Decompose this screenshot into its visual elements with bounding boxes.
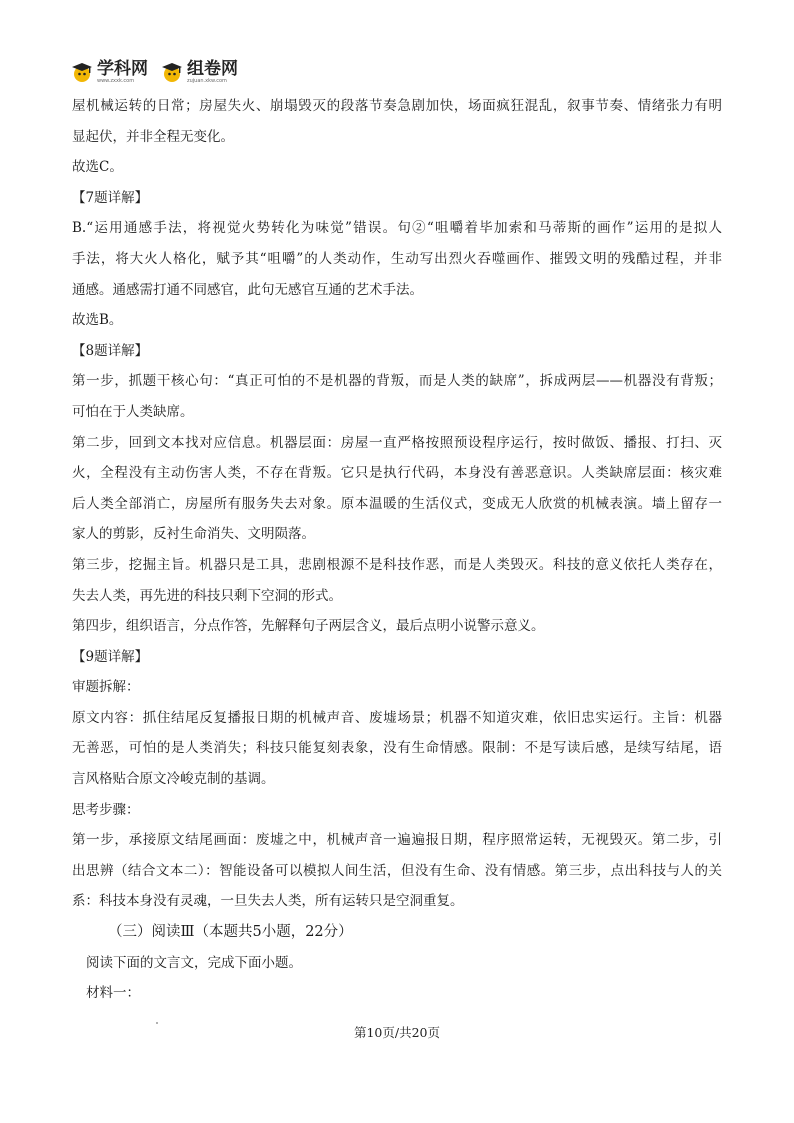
paragraph-line: 火，全程没有主动伤害人类，不存在背叛。它只是执行代码，本身没有善恶意识。人类缺席层面：核灾难	[72, 465, 722, 482]
header	[70, 58, 238, 86]
page-number: 第10页/共20页	[353, 1025, 441, 1040]
paragraph-line: 手法，将大火人格化，赋予其“咀嚼”的人类动作，生动写出烈火吞噬画作、摧毁文明的残酷过程，并非	[72, 250, 722, 267]
document-body	[72, 91, 722, 1009]
section-title: （三）阅读Ⅲ（本题共5小题，22分）	[108, 924, 353, 941]
paragraph-line: 出思辨（结合文本二）：智能设备可以模拟人间生活，但没有生命、没有情感。第三步，点出科技与人的关	[72, 862, 722, 879]
graduation-cap-icon	[70, 60, 94, 84]
paragraph-line: 屋机械运转的日常；房屋失火、崩塌毁灭的段落节奏急剧加快，场面疯狂混乱，叙事节奏、情绪张力有明	[72, 98, 722, 114]
answer-line: 故选C。	[72, 159, 123, 176]
paragraph-line: 系：科技本身没有灵魂，一旦失去人类，所有运转只是空洞重复。	[72, 893, 464, 910]
logo-name: 组卷网	[187, 58, 238, 79]
paragraph-line: 第二步，回到文本找对应信息。机器层面：房屋一直严格按照预设程序运行，按时做饭、播报、打扫、灭	[72, 434, 722, 451]
paragraph-line: 第一步，承接原文结尾画面：废墟之中，机械声音一遍遍报日期，程序照常运转，无视毁灭。第二步，引	[72, 832, 722, 849]
paragraph-line: 无善恶，可怕的是人类消失；科技只能复刻表象，没有生命情感。限制：不是写读后感，是续写结尾，语	[72, 740, 722, 757]
logo-name: 学科网	[97, 58, 148, 79]
paragraph-line: 可怕在于人类缺席。	[72, 403, 194, 420]
paragraph-line: 第三步，挖掘主旨。机器只是工具，悲剧根源不是科技作恶，而是人类毁灭。科技的意义依托人类存在，	[72, 556, 722, 573]
paragraph-line: 言风格贴合原文冷峻克制的基调。	[72, 771, 275, 788]
instruction-line: 阅读下面的文言文，完成下面小题。	[86, 954, 302, 971]
section-heading: 【7题详解】	[72, 189, 149, 206]
paragraph-line: 显起伏，并非全程无变化。	[72, 128, 234, 145]
paragraph-line: B.“运用通感手法，将视觉火势转化为味觉”错误。句②“咀嚼着毕加索和马蒂斯的画作”运用的是拟人	[72, 220, 722, 237]
paragraph-line: 通感。通感需打通不同感官，此句无感官互通的艺术手法。	[72, 281, 423, 298]
subheading: 审题拆解：	[72, 679, 140, 696]
paragraph-line: 家人的剪影，反衬生命消失、文明陨落。	[72, 526, 315, 543]
logo-url: zujuan.xkw.com	[187, 77, 227, 84]
graduation-cap-icon	[160, 60, 184, 84]
logo-zujuanwang	[160, 60, 238, 84]
paragraph-line: 失去人类，再先进的科技只剩下空洞的形式。	[72, 587, 342, 604]
section-heading: 【9题详解】	[72, 648, 149, 665]
paragraph-line: 后人类全部消亡，房屋所有服务失去对象。原本温暖的生活仪式，变成无人欣赏的机械表演。墙上留存一	[72, 495, 722, 512]
logo-xuekewang	[70, 60, 148, 84]
paragraph-line: 第一步，抓题干核心句：“真正可怕的不是机器的背叛，而是人类的缺席”，拆成两层——机器没有背叛；	[72, 373, 722, 390]
paragraph-line: 第四步，组织语言，分点作答，先解释句子两层含义，最后点明小说警示意义。	[72, 618, 545, 635]
material-label: 材料一：	[86, 985, 140, 1002]
section-heading: 【8题详解】	[72, 342, 149, 359]
paragraph-line: 原文内容：抓住结尾反复播报日期的机械声音、废墟场景；机器不知道灾难，依旧忠实运行。主旨：机器	[72, 709, 722, 726]
answer-line: 故选B。	[72, 312, 123, 329]
subheading: 思考步骤：	[72, 801, 140, 818]
logo-url: www.zxxk.com	[97, 77, 135, 84]
